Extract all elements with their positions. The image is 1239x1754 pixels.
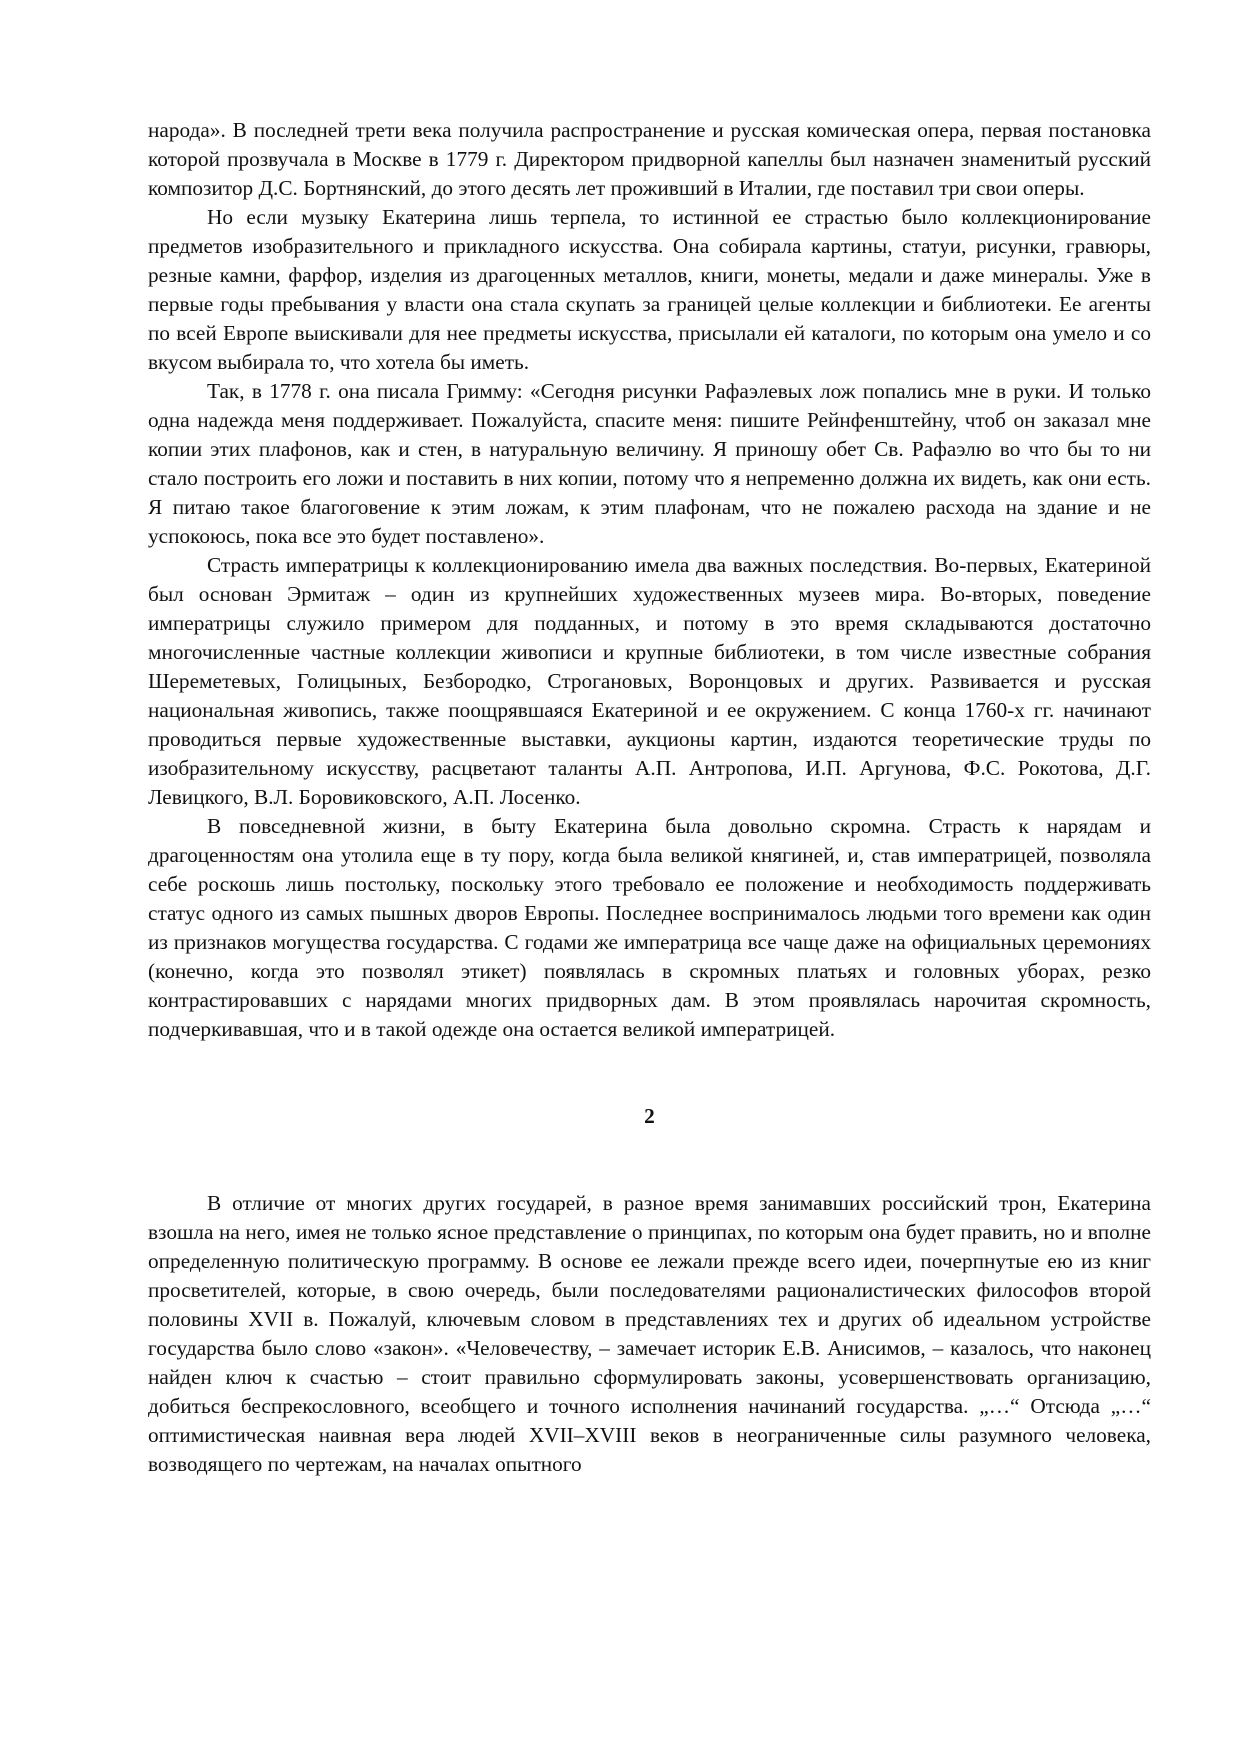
text-block-after — [148, 1189, 1151, 1479]
document-page — [148, 116, 1151, 1479]
paragraph: Страсть императрицы к коллекционированию имела два важных последствия. Во-первых, Екатериной был основан Эрмитаж – один из крупнейших художественных музеев мира. Во-вторых, поведение императрицы служило примером для подданных, и потому в это время складываются достаточно многочисленные частные коллекции живописи и крупные библиотеки, в том числе известные собрания Шереметевых, Голицыных, Безбородко, Строгановых, Воронцовых и других. Развивается и русская национальная живопись, также поощрявшаяся Екатериной и ее окружением. С конца 1760-х гг. начинают проводиться первые художественные выставки, аукционы картин, издаются теоретические труды по изобразительному искусству, расцветают таланты А.П. Антропова, И.П. Аргунова, Ф.С. Рокотова, Д.Г. Левицкого, В.Л. Боровиковского, А.П. Лосенко. — [148, 553, 1151, 809]
paragraph: Так, в 1778 г. она писала Гримму: «Сегодня рисунки Рафаэлевых лож попались мне в руки. И только одна надежда меня поддерживает. Пожалуйста, спасите меня: пишите Рейнфенштейну, чтоб он заказал мне копии этих плафонов, как и стен, в натуральную величину. Я приношу обет Св. Рафаэлю во что бы то ни стало построить его ложи и поставить в них копии, потому что я непременно должна их видеть, как они есть. Я питаю такое благоговение к этим ложам, к этим плафонам, что не пожалею расхода на здание и не успокоюсь, пока все это будет поставлено». — [148, 379, 1151, 548]
paragraph: В повседневной жизни, в быту Екатерина была довольно скромна. Страсть к нарядам и драгоценностям она утолила еще в ту пору, когда была великой княгиней, и, став императрицей, позволяла себе роскошь лишь постольку, поскольку этого требовало ее положение и необходимость поддерживать статус одного из самых пышных дворов Европы. Последнее воспринималось людьми того времени как один из признаков могущества государства. С годами же императрица все чаще даже на официальных церемониях (конечно, когда это позволял этикет) появлялась в скромных платьях и головных уборах, резко контрастировавших с нарядами многих придворных дам. В этом проявлялась нарочитая скромность, подчеркивавшая, что и в такой одежде она остается великой императрицей. — [148, 814, 1151, 1041]
paragraph: Но если музыку Екатерина лишь терпела, то истинной ее страстью было коллекционирование предметов изобразительного и прикладного искусства. Она собирала картины, статуи, рисунки, гравюры, резные камни, фарфор, изделия из драгоценных металлов, книги, монеты, медали и даже минералы. Уже в первые годы пребывания у власти она стала скупать за границей целые коллекции и библиотеки. Ее агенты по всей Европе выискивали для нее предметы искусства, присылали ей каталоги, по которым она умело и со вкусом выбирала то, что хотела бы иметь. — [148, 205, 1151, 374]
paragraph: В отличие от многих других государей, в разное время занимавших российский трон, Екатерина взошла на него, имея не только ясное представление о принципах, по которым она будет править, но и вполне определенную политическую программу. В основе ее лежали прежде всего идеи, почерпнутые ею из книг просветителей, которые, в свою очередь, были последователями рационалистических философов второй половины XVII в. Пожалуй, ключевым словом в представлениях тех и других об идеальном устройстве государства было слово «закон». «Человечеству, – замечает историк Е.В. Анисимов, – казалось, что наконец найден ключ к счастью – стоит правильно сформулировать законы, усовершенствовать организацию, добиться беспрекословного, всеобщего и точного исполнения начинаний государства. „…“ Отсюда „…“ оптимистическая наивная вера людей XVII–XVIII веков в неограниченные силы разумного человека, возводящего по чертежам, на началах опытного — [148, 1191, 1151, 1476]
section-number: 2 — [644, 1104, 655, 1128]
text-block-before — [148, 116, 1151, 1044]
paragraph: народа». В последней трети века получила распространение и русская комическая опера, первая постановка которой прозвучала в Москве в 1779 г. Директором придворной капеллы был назначен знаменитый русский композитор Д.С. Бортнянский, до этого десять лет проживший в Италии, где поставил три свои оперы. — [148, 118, 1151, 200]
